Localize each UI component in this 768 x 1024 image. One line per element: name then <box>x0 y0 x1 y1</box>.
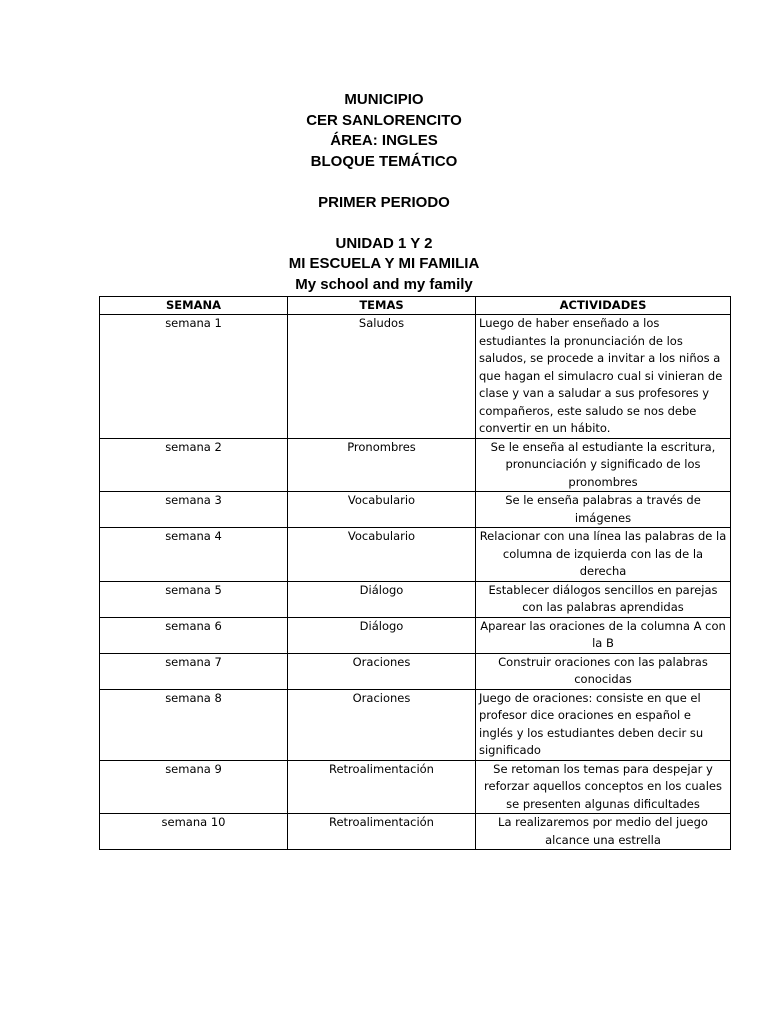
column-header-actividades: ACTIVIDADES <box>476 297 731 315</box>
topic-cell: Oraciones <box>288 653 476 689</box>
table-row <box>100 315 731 439</box>
topic-cell: Oraciones <box>288 689 476 760</box>
spacer <box>0 172 768 193</box>
topic-cell: Vocabulario <box>288 528 476 582</box>
week-cell: semana 2 <box>100 438 288 492</box>
school-name: CER SANLORENCITO <box>306 111 462 129</box>
table-row <box>100 814 731 850</box>
topic-cell: Retroalimentación <box>288 760 476 814</box>
activity-cell: Se le enseña palabras a través de imágenes <box>476 492 731 528</box>
spacer <box>0 213 768 234</box>
week-cell: semana 6 <box>100 617 288 653</box>
activity-cell: Luego de haber enseñado a los estudiantes la pronunciación de los saludos, se procede a invitar a los niños a que hagan el simulacro cual si vinieran de clase y van a saludar a sus profesores y compañeros, este saludo se nos debe convertir en un hábito. <box>476 315 731 439</box>
column-header-temas: TEMAS <box>288 297 476 315</box>
document-header <box>0 90 768 295</box>
table-row <box>100 492 731 528</box>
activity-cell: Establecer diálogos sencillos en parejas con las palabras aprendidas <box>476 581 731 617</box>
week-cell: semana 9 <box>100 760 288 814</box>
activity-cell: Se retoman los temas para despejar y reforzar aquellos conceptos en los cuales se presenten algunas dificultades <box>476 760 731 814</box>
activity-cell: Construir oraciones con las palabras conocidas <box>476 653 731 689</box>
topic-cell: Pronombres <box>288 438 476 492</box>
table-row <box>100 617 731 653</box>
week-cell: semana 1 <box>100 315 288 439</box>
activity-cell: La realizaremos por medio del juego alcance una estrella <box>476 814 731 850</box>
topic-cell: Saludos <box>288 315 476 439</box>
table-row <box>100 438 731 492</box>
topic-cell: Diálogo <box>288 617 476 653</box>
table-header-row <box>100 297 731 315</box>
activity-cell: Relacionar con una línea las palabras de la columna de izquierda con las de la derecha <box>476 528 731 582</box>
week-cell: semana 3 <box>100 492 288 528</box>
table-row <box>100 760 731 814</box>
unit-title: UNIDAD 1 Y 2 <box>335 234 433 252</box>
activity-cell: Se le enseña al estudiante la escritura, pronunciación y significado de los pronombres <box>476 438 731 492</box>
municipality-title: MUNICIPIO <box>344 91 424 108</box>
period-title: PRIMER PERIODO <box>318 193 450 211</box>
unit-name-spanish: MI ESCUELA Y MI FAMILIA <box>288 255 480 272</box>
week-cell: semana 10 <box>100 814 288 850</box>
topic-cell: Diálogo <box>288 581 476 617</box>
table-row <box>100 689 731 760</box>
week-cell: semana 4 <box>100 528 288 582</box>
topic-cell: Vocabulario <box>288 492 476 528</box>
table-row <box>100 653 731 689</box>
subject-area: ÁREA: INGLES <box>330 132 438 149</box>
table-row <box>100 528 731 582</box>
week-cell: semana 5 <box>100 581 288 617</box>
unit-name-english: My school and my family <box>295 275 473 293</box>
activity-cell: Aparear las oraciones de la columna A con la B <box>476 617 731 653</box>
week-cell: semana 8 <box>100 689 288 760</box>
topic-cell: Retroalimentación <box>288 814 476 850</box>
thematic-block: BLOQUE TEMÁTICO <box>310 152 458 170</box>
week-cell: semana 7 <box>100 653 288 689</box>
table-row <box>100 581 731 617</box>
activity-cell: Juego de oraciones: consiste en que el profesor dice oraciones en español e inglés y los estudiantes deben decir su significado <box>476 689 731 760</box>
weekly-plan-table <box>99 296 731 850</box>
column-header-semana: SEMANA <box>100 297 288 315</box>
